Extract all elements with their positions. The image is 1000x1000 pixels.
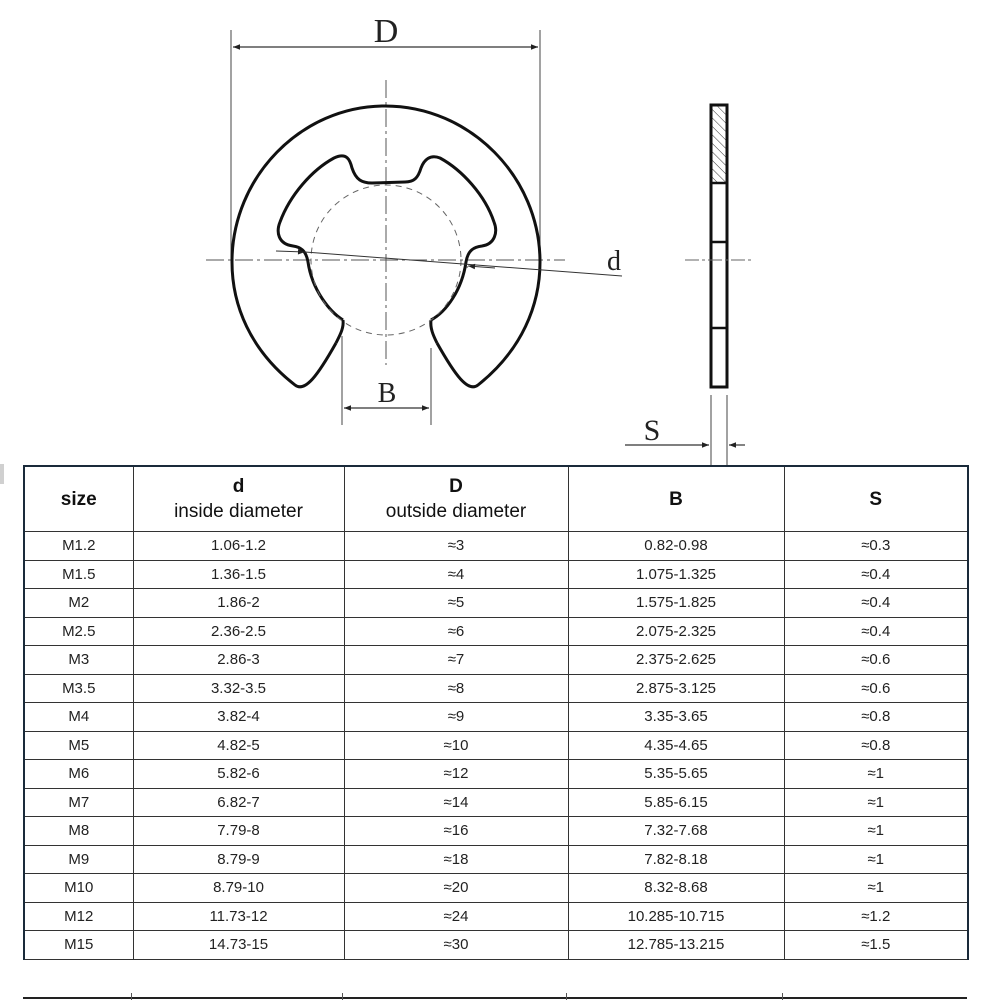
cell-outside-diameter: ≈16 — [344, 817, 568, 846]
cell-S: ≈1 — [784, 817, 968, 846]
cell-outside-diameter: ≈5 — [344, 589, 568, 618]
cell-outside-diameter: ≈30 — [344, 931, 568, 960]
header-D-desc: outside diameter — [385, 501, 527, 522]
cell-inside-diameter: 8.79-9 — [133, 845, 344, 874]
cell-outside-diameter: ≈8 — [344, 674, 568, 703]
cell-B: 5.85-6.15 — [568, 788, 784, 817]
cell-B: 0.82-0.98 — [568, 532, 784, 561]
cell-S: ≈0.6 — [784, 674, 968, 703]
cell-inside-diameter: 2.86-3 — [133, 646, 344, 675]
cell-inside-diameter: 2.36-2.5 — [133, 617, 344, 646]
table-row — [24, 674, 968, 703]
cell-size: M10 — [24, 874, 133, 903]
header-d — [133, 466, 344, 532]
cell-inside-diameter: 8.79-10 — [133, 874, 344, 903]
cell-B: 5.35-5.65 — [568, 760, 784, 789]
cell-inside-diameter: 3.82-4 — [133, 703, 344, 732]
table-row — [24, 532, 968, 561]
cell-S: ≈1 — [784, 845, 968, 874]
dim-label-d: d — [607, 246, 621, 277]
cell-B: 8.32-8.68 — [568, 874, 784, 903]
cell-S: ≈0.3 — [784, 532, 968, 561]
cell-outside-diameter: ≈6 — [344, 617, 568, 646]
cell-size: M9 — [24, 845, 133, 874]
cell-S: ≈0.8 — [784, 731, 968, 760]
e-clip-front-view — [206, 13, 622, 425]
cell-outside-diameter: ≈18 — [344, 845, 568, 874]
cell-inside-diameter: 11.73-12 — [133, 902, 344, 931]
e-clip-side-view — [625, 105, 753, 465]
header-d-symbol: d — [232, 476, 245, 497]
cell-size: M2.5 — [24, 617, 133, 646]
cell-size: M5 — [24, 731, 133, 760]
header-size — [24, 466, 133, 532]
cell-size: M1.5 — [24, 560, 133, 589]
cell-inside-diameter: 7.79-8 — [133, 817, 344, 846]
table-row — [24, 874, 968, 903]
cell-size: M6 — [24, 760, 133, 789]
table-row — [24, 845, 968, 874]
cell-inside-diameter: 1.06-1.2 — [133, 532, 344, 561]
cell-S: ≈1.5 — [784, 931, 968, 960]
table-row — [24, 703, 968, 732]
table-row — [24, 817, 968, 846]
cell-B: 1.075-1.325 — [568, 560, 784, 589]
cell-B: 4.35-4.65 — [568, 731, 784, 760]
header-D — [344, 466, 568, 532]
footer-divider — [131, 993, 132, 1000]
cell-outside-diameter: ≈7 — [344, 646, 568, 675]
cell-outside-diameter: ≈3 — [344, 532, 568, 561]
cell-inside-diameter: 5.82-6 — [133, 760, 344, 789]
table-row — [24, 902, 968, 931]
table-row — [24, 731, 968, 760]
cell-inside-diameter: 14.73-15 — [133, 931, 344, 960]
cell-B: 3.35-3.65 — [568, 703, 784, 732]
header-B — [568, 466, 784, 532]
footer-border — [23, 997, 967, 999]
cell-outside-diameter: ≈12 — [344, 760, 568, 789]
cell-S: ≈0.4 — [784, 589, 968, 618]
cell-S: ≈1 — [784, 874, 968, 903]
cell-size: M15 — [24, 931, 133, 960]
cell-outside-diameter: ≈24 — [344, 902, 568, 931]
cell-S: ≈0.6 — [784, 646, 968, 675]
table-row — [24, 788, 968, 817]
cell-B: 12.785-13.215 — [568, 931, 784, 960]
cell-size: M7 — [24, 788, 133, 817]
header-D-symbol: D — [449, 476, 463, 497]
cell-size: M3.5 — [24, 674, 133, 703]
cell-inside-diameter: 1.86-2 — [133, 589, 344, 618]
cell-outside-diameter: ≈10 — [344, 731, 568, 760]
cell-S: ≈0.4 — [784, 560, 968, 589]
dim-label-D: D — [373, 13, 399, 50]
cell-size: M1.2 — [24, 532, 133, 561]
header-S-symbol: S — [869, 488, 883, 510]
e-clip-size-table — [23, 465, 969, 960]
cell-outside-diameter: ≈4 — [344, 560, 568, 589]
cell-inside-diameter: 4.82-5 — [133, 731, 344, 760]
header-d-desc: inside diameter — [174, 501, 303, 522]
table-row — [24, 617, 968, 646]
cell-S: ≈1.2 — [784, 902, 968, 931]
cell-size: M3 — [24, 646, 133, 675]
header-S — [784, 466, 968, 532]
cell-inside-diameter: 3.32-3.5 — [133, 674, 344, 703]
cell-size: M8 — [24, 817, 133, 846]
dim-label-B: B — [377, 378, 397, 409]
cell-B: 10.285-10.715 — [568, 902, 784, 931]
table-header-row — [24, 466, 968, 532]
cell-outside-diameter: ≈9 — [344, 703, 568, 732]
footer-divider — [342, 993, 343, 1000]
cell-S: ≈1 — [784, 760, 968, 789]
cell-inside-diameter: 1.36-1.5 — [133, 560, 344, 589]
edge-mark — [0, 464, 4, 484]
e-clip-technical-drawing — [0, 0, 1000, 465]
table-row — [24, 646, 968, 675]
cell-inside-diameter: 6.82-7 — [133, 788, 344, 817]
cell-B: 7.82-8.18 — [568, 845, 784, 874]
cell-size: M12 — [24, 902, 133, 931]
cell-B: 2.875-3.125 — [568, 674, 784, 703]
cell-S: ≈0.8 — [784, 703, 968, 732]
cell-outside-diameter: ≈20 — [344, 874, 568, 903]
header-size-label: size — [60, 488, 97, 510]
cell-B: 7.32-7.68 — [568, 817, 784, 846]
cell-S: ≈1 — [784, 788, 968, 817]
cell-S: ≈0.4 — [784, 617, 968, 646]
cell-B: 1.575-1.825 — [568, 589, 784, 618]
cell-B: 2.375-2.625 — [568, 646, 784, 675]
footer-divider — [566, 993, 567, 1000]
table-row — [24, 931, 968, 960]
footer-divider — [782, 993, 783, 1000]
table-row — [24, 760, 968, 789]
cell-size: M2 — [24, 589, 133, 618]
table-row — [24, 589, 968, 618]
cell-B: 2.075-2.325 — [568, 617, 784, 646]
cell-outside-diameter: ≈14 — [344, 788, 568, 817]
header-B-symbol: B — [669, 488, 683, 510]
cell-size: M4 — [24, 703, 133, 732]
dim-label-S: S — [643, 414, 661, 447]
table-row — [24, 560, 968, 589]
